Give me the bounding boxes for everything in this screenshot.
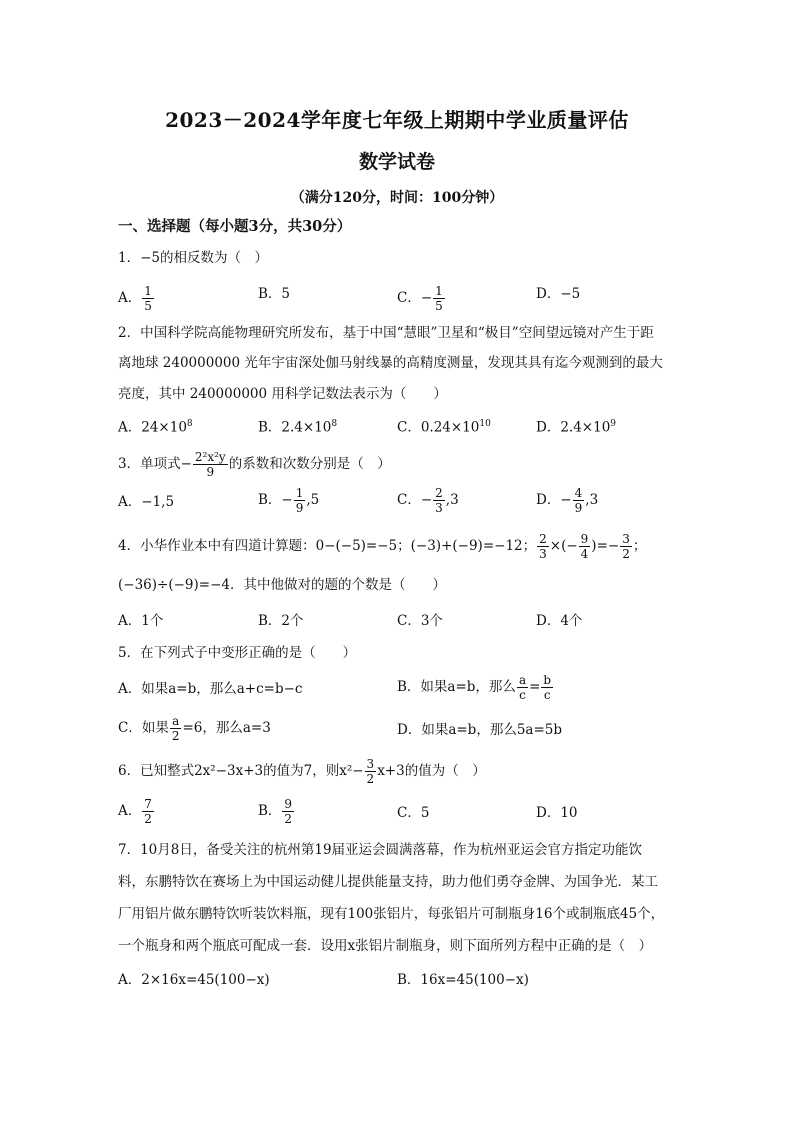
q3-option-b: B．− $\frac{1}{9}$ ,5 [258, 486, 320, 515]
q6-option-a: A． $\frac{7}{2}$ [118, 797, 152, 826]
question-7-line-3: 厂用铝片做东鹏特饮听装饮料瓶，现有100张铝片，每张铝片可制瓶身16个或制瓶底45个， [118, 906, 665, 922]
section-heading: 一、选择题（每小题3分，共30分） [118, 218, 352, 235]
q5-option-c: C．如果 $\frac{a}{2}$ =6，那么a=3 [118, 714, 271, 743]
question-7-line-1: 7．10月8日，备受关注的杭州第19届亚运会圆满落幕，作为杭州亚运会官方指定功能饮 [118, 842, 643, 858]
exam-info: （满分120分，时间：100分钟） [290, 190, 504, 206]
q5-option-d: D．如果a=b，那么5a=5b [397, 722, 563, 738]
q1-option-c: C．− $\frac{1}{5}$ [397, 284, 443, 313]
q4-option-a: A．1个 [118, 613, 164, 629]
q2-option-d: D．$2.4\times 10^9$ [536, 419, 617, 436]
question-4-line-2: (−36)÷(−9)=−4．其中他做对的题的个数是（ ） [118, 577, 446, 593]
q3-option-a: A．−1,5 [118, 494, 175, 510]
q3-option-d: D．− $\frac{4}{9}$ ,3 [536, 486, 599, 515]
question-3-stem: 3．单项式− $\frac{\text{2²x²y}}{9}$ 的系数和次数分别是（ ） [118, 450, 391, 479]
q3-option-c: C．− $\frac{2}{3}$ ,3 [397, 486, 459, 515]
exam-subject: 数学试卷 [358, 151, 435, 173]
q6-option-d: D．10 [536, 805, 578, 821]
question-7-line-4: 一个瓶身和两个瓶底可配成一套．设用x张铝片制瓶身，则下面所列方程中正确的是（ ） [118, 938, 653, 954]
q4-option-d: D．4个 [536, 613, 583, 629]
q4-option-c: C．3个 [397, 613, 443, 629]
question-5-stem: 5．在下列式子中变形正确的是（ ） [118, 645, 357, 661]
question-2-line-2: 离地球 240000000 光年宇宙深处伽马射线暴的高精度测量，发现其具有迄今观测到的最大 [118, 355, 663, 371]
q6-option-b: B． $\frac{9}{2}$ [258, 797, 293, 826]
question-6-stem: 6．已知整式2x²−3x+3的值为7，则x²− $\frac{3}{2}$ x+3的值为（ ） [118, 757, 486, 786]
question-7-line-2: 料，东鹏特饮在赛场上为中国运动健儿提供能量支持，助力他们勇夺金牌、为国争光．某工 [118, 874, 658, 890]
q7-option-a: A．2×16x=45(100−x) [118, 972, 270, 988]
q5-option-a: A．如果a=b，那么a+c=b−c [118, 681, 303, 697]
question-2-line-3: 亮度，其中 240000000 用科学记数法表示为（ ） [118, 386, 447, 402]
q2-option-c: C．$0.24\times 10^{10}$ [397, 419, 491, 436]
q4-option-b: B．2个 [258, 613, 304, 629]
q7-option-b: B．16x=45(100−x) [397, 972, 529, 988]
question-1-stem: 1．−5的相反数为（ ） [118, 250, 268, 266]
q5-option-b: B．如果a=b，那么 $\frac{a}{c}$ = $\frac{b}{c}$ [397, 673, 552, 702]
question-4-line-1: 4．小华作业本中有四道计算题：0−(−5)=−5；(−3)+(−9)=−12； $\frac{2}{3}$ ×(− $\frac{9}{4}$ )=− $\frac{3}{2}$ ； [118, 532, 647, 561]
q2-option-a: A．$24\times 10^8$ [118, 419, 193, 436]
q6-option-c: C．5 [397, 805, 430, 821]
q1-option-d: D．−5 [536, 286, 581, 302]
exam-title: 2023－2024学年度七年级上期期中学业质量评估 [165, 108, 629, 132]
q1-option-b: B．5 [258, 286, 291, 302]
q1-option-a: A． $\frac{1}{5}$ [118, 284, 152, 313]
question-2-line-1: 2．中国科学院高能物理研究所发布，基于中国“慧眼”卫星和“极目”空间望远镜对产生于距 [118, 325, 654, 341]
q2-option-b: B．$2.4\times 10^8$ [258, 419, 338, 436]
